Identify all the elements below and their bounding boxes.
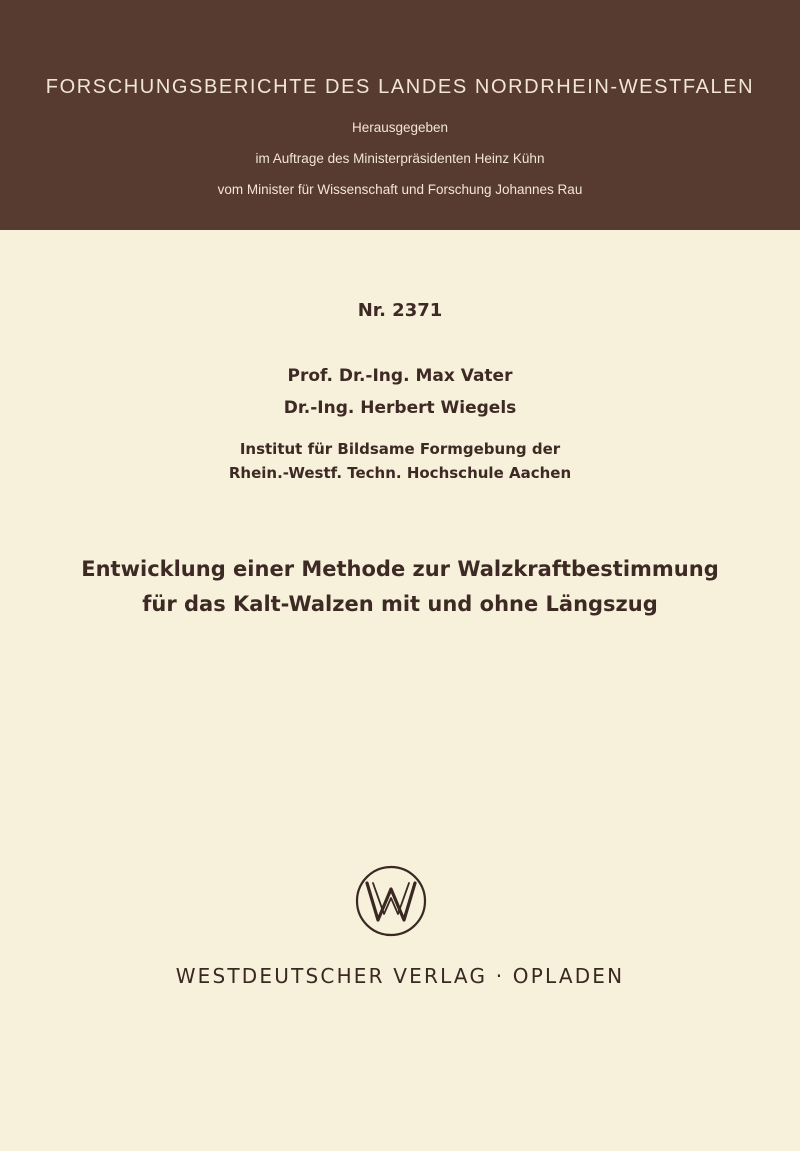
publisher-name: WESTDEUTSCHER VERLAG · OPLADEN	[175, 964, 625, 988]
author-2: Dr.-Ing. Herbert Wiegels	[283, 398, 517, 418]
publisher-note-line-1: Herausgegeben	[351, 120, 449, 135]
report-title-line-2: für das Kalt-Walzen mit und ohne Längszug	[142, 592, 658, 616]
header-band	[0, 0, 800, 230]
publisher-note-line-2: im Auftrage des Ministerpräsidenten Heinz Kühn	[255, 151, 545, 166]
institute-line-1: Institut für Bildsame Formgebung der	[239, 440, 561, 458]
report-title-line-1: Entwicklung einer Methode zur Walzkraftbestimmung	[81, 557, 719, 581]
author-1: Prof. Dr.-Ing. Max Vater	[287, 366, 513, 386]
ww-circle-logo-icon	[354, 864, 428, 938]
institute-line-2: Rhein.-Westf. Techn. Hochschule Aachen	[228, 464, 572, 482]
series-title: FORSCHUNGSBERICHTE DES LANDES NORDRHEIN-WESTFALEN	[45, 76, 755, 98]
report-number: Nr. 2371	[357, 300, 443, 321]
publisher-note-line-3: vom Minister für Wissenschaft und Forschung Johannes Rau	[217, 182, 583, 197]
